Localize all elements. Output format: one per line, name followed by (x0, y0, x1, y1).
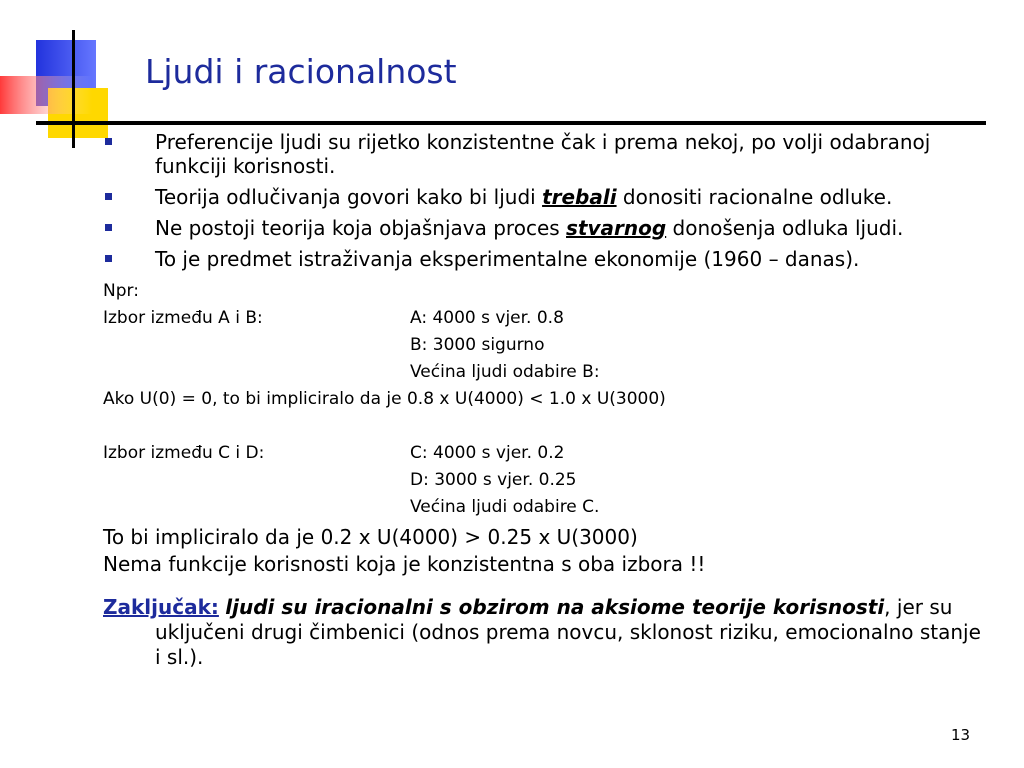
choice1-line-2: B: 3000 sigurno (410, 335, 545, 355)
bullet-square-icon (105, 255, 112, 262)
no-function-statement: Nema funkcije korisnosti koja je konzistentna s oba izbora !! (103, 552, 706, 576)
choice1-line-1: A: 4000 s vjer. 0.8 (410, 308, 564, 328)
bullet-emphasis: stvarnog (566, 216, 667, 240)
choice2-label: Izbor između C i D: (103, 443, 265, 463)
choice2-row-3 (103, 494, 983, 521)
slide-title: Ljudi i racionalnost (145, 52, 457, 91)
choice1-row (103, 305, 983, 332)
choice2-line-2: D: 3000 s vjer. 0.25 (410, 470, 577, 490)
implication-2: To bi impliciralo da je 0.2 x U(4000) > 0.25 x U(3000) (103, 525, 638, 549)
example-label: Npr: (103, 281, 139, 301)
bullet-text: Ne postoji teorija koja objašnjava proces (155, 216, 567, 240)
choice1-label: Izbor između A i B: (103, 308, 263, 328)
bullet-text: donošenja odluka ljudi. (666, 216, 904, 240)
bullet-text: donositi racionalne odluke. (616, 185, 893, 209)
choice1-row-3 (103, 359, 983, 386)
bullet-emphasis: trebali (542, 185, 617, 209)
bullet-item (103, 247, 983, 271)
choice2-row-2 (103, 467, 983, 494)
choice2-line-3: Većina ljudi odabire C. (410, 497, 600, 517)
bullet-text: Preferencije ljudi su rijetko konzistentne čak i prema nekoj, po volji odabranoj funkciji korisnosti. (155, 130, 931, 178)
red-bar (0, 76, 92, 114)
spacer (103, 413, 983, 440)
choice2-row (103, 440, 983, 467)
page-number: 13 (951, 726, 971, 744)
bullet-text: To je predmet istraživanja eksperimentalne ekonomije (1960 – danas). (155, 247, 860, 271)
bullet-square-icon (105, 193, 112, 200)
bullet-text: Teorija odlučivanja govori kako bi ljudi (155, 185, 543, 209)
bullet-item (103, 130, 983, 178)
choice2-line-1: C: 4000 s vjer. 0.2 (410, 443, 565, 463)
conclusion-label: Zaključak: (103, 595, 219, 619)
bullet-item (103, 216, 983, 240)
bullet-item (103, 185, 983, 209)
choice1-line-3: Većina ljudi odabire B: (410, 362, 600, 382)
slide-content (103, 128, 983, 670)
bullet-list (103, 130, 983, 271)
bullet-square-icon (105, 138, 112, 145)
conclusion-rest: , jer su uključeni drugi čimbenici (odnos prema novcu, sklonost riziku, emocionalno stanje i sl.). (155, 595, 981, 669)
bullet-square-icon (105, 224, 112, 231)
conclusion (103, 595, 983, 670)
vertical-line (72, 30, 75, 148)
conclusion-emphasis: ljudi su iracionalni s obzirom na aksiome teorije korisnosti (225, 595, 885, 619)
title-divider (36, 121, 986, 125)
implication-1: Ako U(0) = 0, to bi impliciralo da je 0.8 x U(4000) < 1.0 x U(3000) (103, 389, 666, 409)
choice1-row-2 (103, 332, 983, 359)
